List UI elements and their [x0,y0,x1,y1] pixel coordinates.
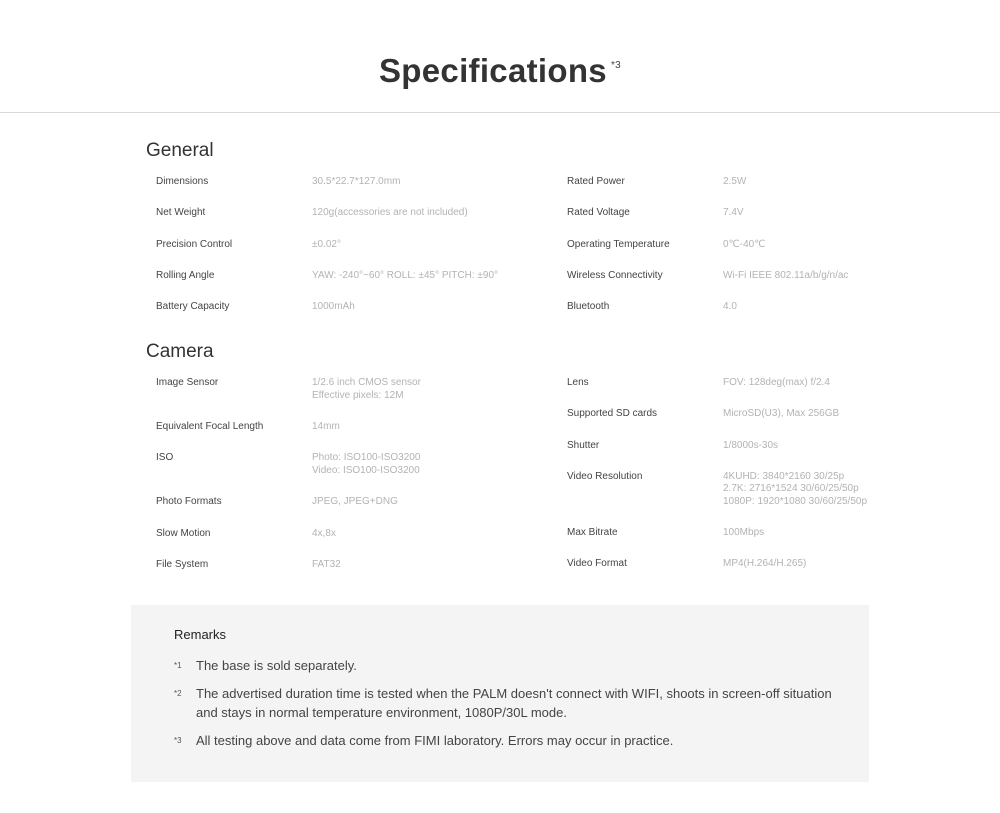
spec-value: JPEG, JPEG+DNG [312,496,398,508]
spec-label: Precision Control [156,238,233,250]
spec-label: Dimensions [156,176,209,187]
spec-label: Image Sensor [156,377,219,388]
spec-label: Max Bitrate [567,526,618,538]
remark-text: All testing above and data come from FIMI laboratory. Errors may occur in practice. [196,733,674,748]
general-specs-right [567,176,987,332]
spec-value: Wi-Fi IEEE 802.11a/b/g/n/ac [723,269,849,281]
spec-row [156,301,576,332]
section-heading-general: General [146,140,214,161]
spec-value: 2.5W [723,176,747,187]
spec-label: Shutter [567,439,600,451]
spec-row [156,421,576,452]
spec-value: 30.5*22.7*127.0mm [312,176,401,187]
spec-row [156,528,576,559]
spec-label: Lens [567,377,589,388]
spec-label: File System [156,558,209,570]
spec-label: Rated Power [567,176,625,187]
general-specs-left [156,176,576,332]
spec-value: 1/2.6 inch CMOS sensor Effective pixels: 12M [312,377,421,401]
spec-value: 120g(accessories are not included) [312,207,468,219]
spec-label: Net Weight [156,207,206,219]
section-heading-camera: Camera [146,341,214,362]
spec-label: Battery Capacity [156,301,230,313]
spec-row [567,558,987,589]
spec-value: FAT32 [312,558,341,570]
page-title: Specifications $^{*3}$ [379,52,621,89]
spec-value: 0℃-40℃ [723,238,766,250]
spec-row [156,496,576,527]
header [0,0,1000,113]
spec-label: Rated Voltage [567,207,630,219]
remark-text: The advertised duration time is tested when the PALM doesn't connect with WIFI, shoots in screen-off situation and stays in normal temperature environment, 1080P/30L mode. [196,686,832,720]
spec-value: 4KUHD: 3840*2160 30/25p 2.7K: 2716*1524 30/60/25/50p 1080P: 1920*1080 30/60/25/50p [723,470,868,507]
spec-row [156,239,576,270]
spec-value: 14mm [312,421,340,432]
spec-row [567,176,987,207]
spec-label: Wireless Connectivity [567,269,663,281]
spec-value: Photo: ISO100-ISO3200 Video: ISO100-ISO3200 [312,452,421,476]
spec-label: Slow Motion [156,527,211,539]
spec-row [156,452,576,496]
spec-label: Equivalent Focal Length [156,421,264,432]
spec-row [156,270,576,301]
spec-value: 100Mbps [723,526,765,538]
spec-label: ISO [156,452,174,464]
spec-value: MicroSD(U3), Max 256GB [723,408,840,420]
spec-label: Supported SD cards [567,408,658,420]
spec-label: Video Format [567,558,627,570]
spec-row [156,207,576,238]
spec-row [567,270,987,301]
spec-label: Rolling Angle [156,269,215,281]
spec-value: 4x,8x [312,527,336,539]
spec-row [567,239,987,270]
remark-text: The base is sold separately. [196,658,357,673]
spec-row [567,207,987,238]
spec-row [567,440,987,471]
remark-mark: *2 [174,689,182,698]
spec-value: 1000mAh [312,301,355,313]
spec-label: Photo Formats [156,496,222,508]
spec-value: MP4(H.264/H.265) [723,558,807,570]
spec-row [567,377,987,408]
remarks-heading: Remarks [174,627,227,642]
spec-value: ±0.02° [312,238,341,250]
spec-label: Bluetooth [567,301,610,313]
remark-mark: *1 [174,661,182,670]
camera-specs-left [156,377,576,590]
spec-value: YAW: -240°~60° ROLL: ±45° PITCH: ±90° [312,269,499,281]
spec-row [567,471,987,527]
remark-mark: *3 [174,736,182,745]
spec-value: FOV: 128deg(max) f/2.4 [723,377,830,388]
spec-row [567,527,987,558]
spec-label: Video Resolution [567,470,643,482]
spec-label: Operating Temperature [567,238,670,250]
title-footnote-mark: *3 [610,60,621,71]
spec-value: 7.4V [723,207,744,219]
spec-row [156,176,576,207]
spec-value: 4.0 [723,301,737,313]
spec-value: 1/8000s-30s [723,439,779,451]
spec-row [567,301,987,332]
spec-row [156,559,576,590]
spec-row [156,377,576,421]
remarks-panel [131,605,869,782]
camera-specs-right [567,377,987,589]
spec-row [567,408,987,439]
